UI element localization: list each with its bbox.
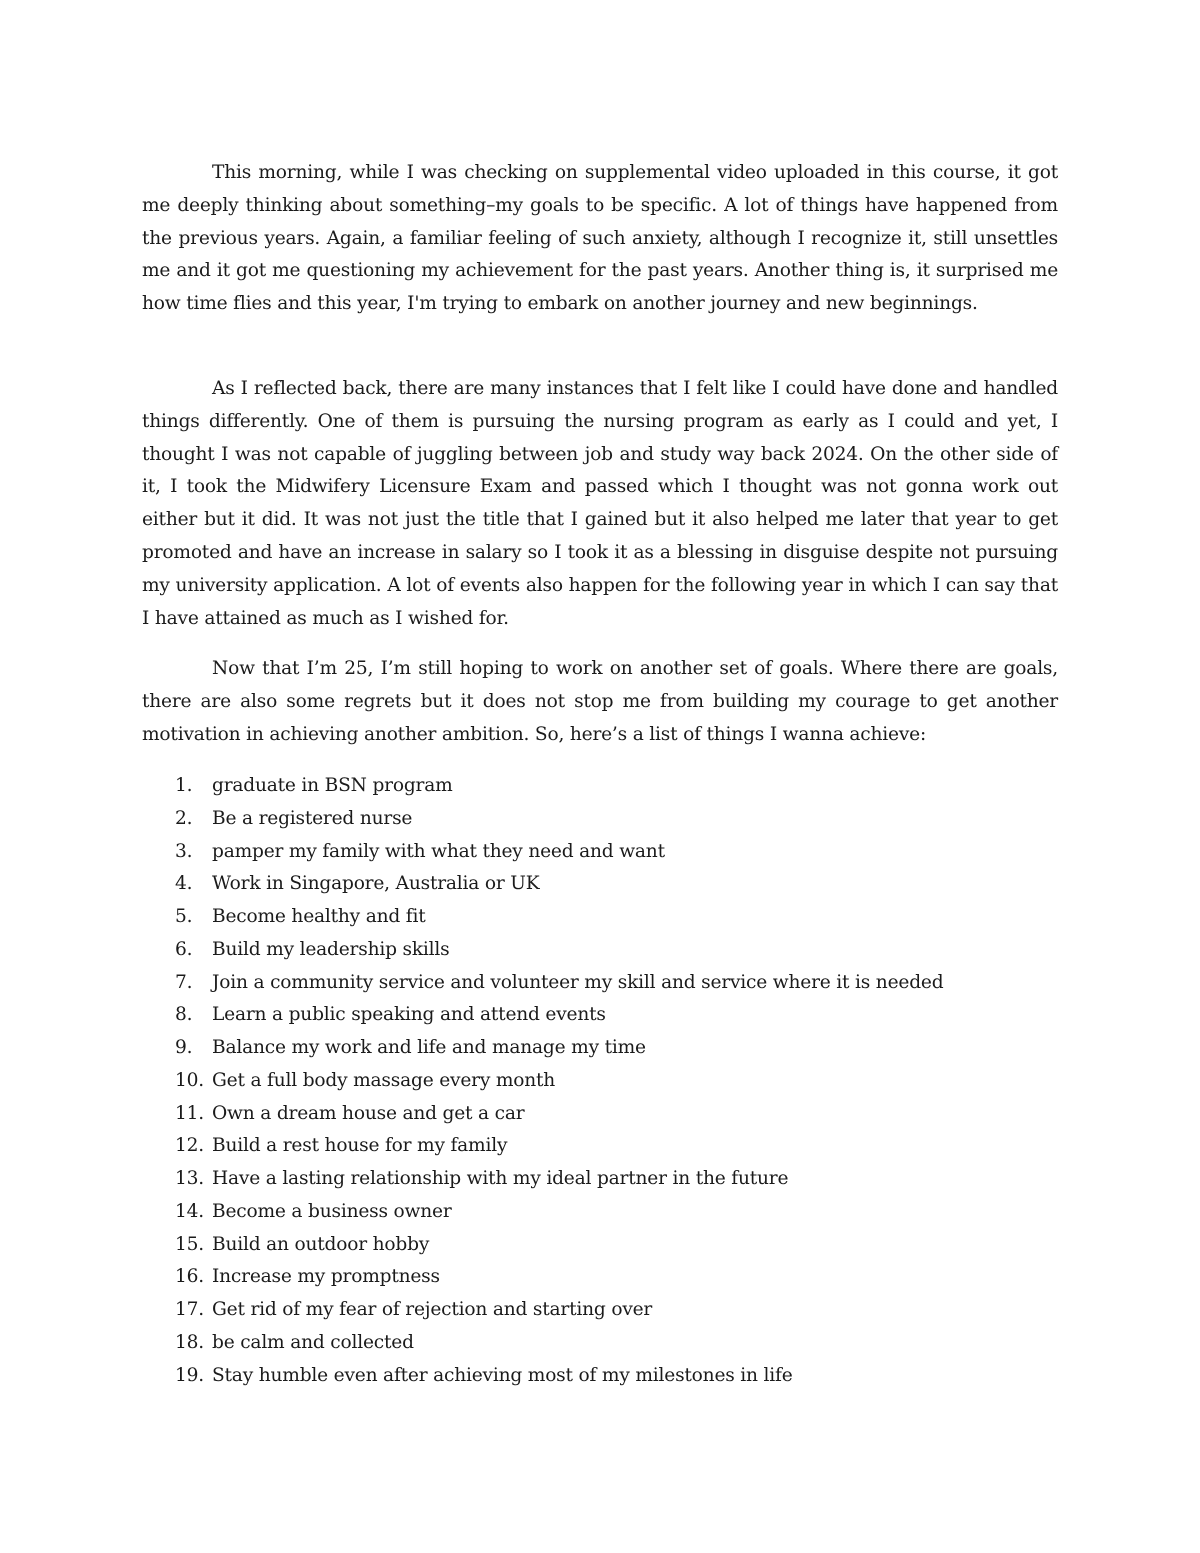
- list-item-text: Stay humble even after achieving most of my milestones in life: [212, 1364, 793, 1386]
- list-item: [142, 934, 1058, 967]
- list-item: [142, 901, 1058, 934]
- list-item: [142, 1098, 1058, 1131]
- list-item-number: 11.: [175, 1102, 204, 1124]
- list-item: [142, 1229, 1058, 1262]
- list-item-text: Have a lasting relationship with my ideal partner in the future: [212, 1168, 789, 1189]
- list-item-number: 1.: [175, 775, 193, 796]
- list-item-number: 16.: [175, 1266, 204, 1288]
- list-item-number: 12.: [175, 1135, 204, 1157]
- list-item-text: Be a registered nurse: [212, 807, 413, 829]
- list-item-number: 15.: [175, 1233, 204, 1255]
- list-item-text: Build my leadership skills: [212, 938, 450, 960]
- list-item: [142, 1294, 1058, 1327]
- list-item: [142, 1032, 1058, 1065]
- list-item-number: 5.: [175, 906, 193, 927]
- list-item-number: 14.: [175, 1200, 204, 1222]
- list-item-number: 4.: [175, 873, 193, 895]
- list-item-number: 10.: [175, 1069, 204, 1091]
- list-item-text: Increase my promptness: [212, 1266, 440, 1288]
- list-item-number: 3.: [175, 840, 193, 862]
- list-item: [142, 836, 1058, 869]
- list-item-text: Work in Singapore, Australia or UK: [212, 873, 540, 895]
- list-item: [142, 770, 1058, 803]
- list-item: [142, 1327, 1058, 1360]
- list-item-text: Build a rest house for my family: [212, 1135, 508, 1157]
- list-item-text: Become healthy and fit: [212, 906, 426, 927]
- list-item: [142, 1360, 1058, 1393]
- list-item-text: pamper my family with what they need and want: [212, 840, 665, 862]
- paragraph-reflection: As I reflected back, there are many instances that I felt like I could have done and handled things differently. One of them is pursuing the nursing program as early as I could and yet, I thought I was not capable of juggling between job and study way back 2024. On the other side of it, I took the Midwifery Licensure Exam and passed which I thought was not gonna work out either but it did. It was not just the title that I gained but it also helped me later that year to get promoted and have an increase in salary so I took it as a blessing in disguise despite not pursuing my university application. A lot of events also happen for the following year in which I can say that I have attained as much as I wished for.: [142, 378, 1058, 629]
- list-item-number: 6.: [175, 938, 193, 960]
- list-item-number: 9.: [175, 1037, 193, 1058]
- list-item-number: 7.: [175, 971, 193, 993]
- list-item-text: Get a full body massage every month: [212, 1069, 556, 1091]
- list-item-text: Become a business owner: [212, 1200, 452, 1222]
- list-item: [142, 999, 1058, 1032]
- paragraph-goals-intro: Now that I’m 25, I’m still hoping to work on another set of goals. Where there are goals, there are also some regrets but it does not stop me from building my courage to get another motivation in achieving another ambition. So, here’s a list of things I wanna achieve:: [142, 658, 1058, 745]
- list-item-text: Balance my work and life and manage my time: [212, 1037, 646, 1058]
- paragraph-intro: This morning, while I was checking on supplemental video uploaded in this course, it got me deeply thinking about something–my goals to be specific. A lot of things have happened from the previous years. Again, a familiar feeling of such anxiety, although I recognize it, still unsettles me and it got me questioning my achievement for the past years. Another thing is, it surprised me how time flies and this year, I'm trying to embark on another journey and new beginnings.: [142, 162, 1058, 315]
- list-item-text: Own a dream house and get a car: [212, 1102, 525, 1124]
- list-item-text: be calm and collected: [212, 1331, 414, 1353]
- list-item: [142, 803, 1058, 836]
- list-item-number: 19.: [175, 1364, 204, 1386]
- list-item: [142, 1196, 1058, 1229]
- list-item: [142, 1261, 1058, 1294]
- list-item-number: 17.: [175, 1299, 204, 1320]
- list-item-text: Get rid of my fear of rejection and starting over: [212, 1299, 653, 1320]
- goals-list: [142, 770, 1058, 1392]
- list-item-number: 18.: [175, 1331, 204, 1353]
- list-item: [142, 1163, 1058, 1196]
- list-item-number: 13.: [175, 1168, 204, 1189]
- list-item: [142, 1130, 1058, 1163]
- list-item-text: Join a community service and volunteer my skill and service where it is needed: [212, 971, 944, 993]
- list-item-text: graduate in BSN program: [212, 775, 453, 796]
- list-item: [142, 1065, 1058, 1098]
- list-item-text: Learn a public speaking and attend events: [212, 1004, 606, 1026]
- list-item: [142, 868, 1058, 901]
- list-item-number: 2.: [175, 807, 193, 829]
- list-item-number: 8.: [175, 1004, 193, 1026]
- list-item-text: Build an outdoor hobby: [212, 1233, 430, 1255]
- list-item: [142, 967, 1058, 1000]
